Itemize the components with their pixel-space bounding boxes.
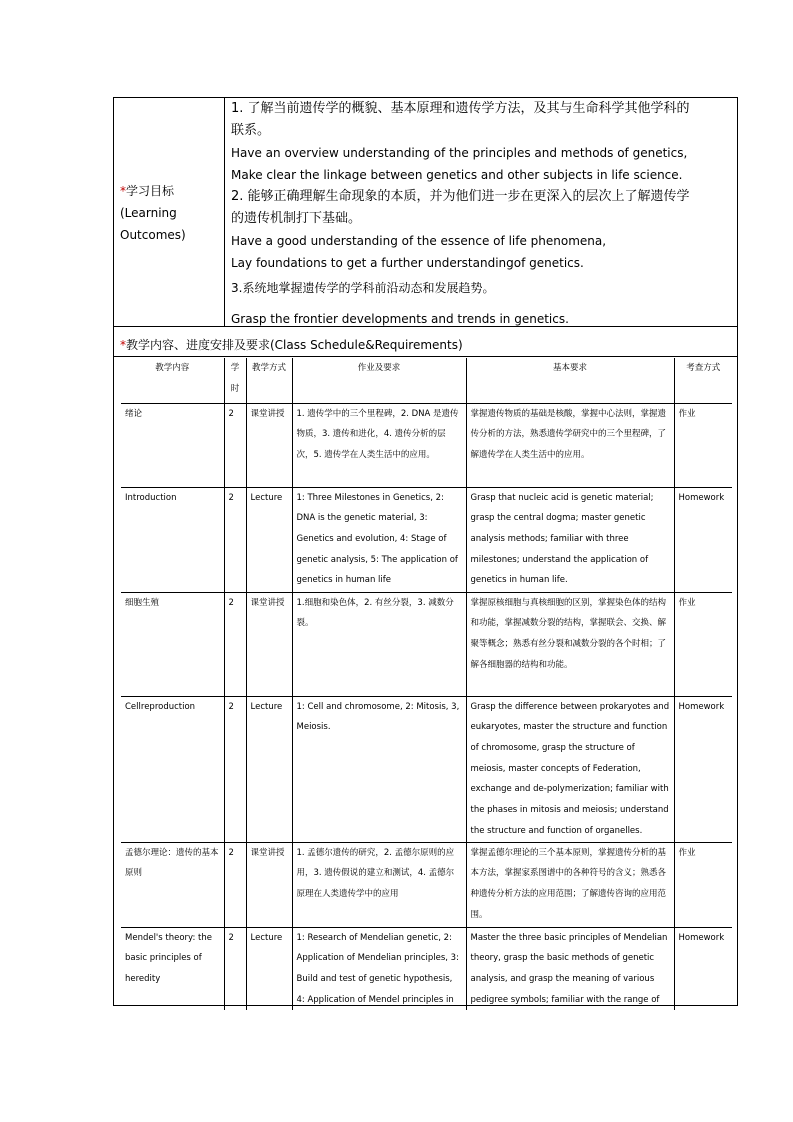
cell-assignment: 1: Cell and chromosome, 2: Mitosis, 3, Meiosis. <box>292 696 466 842</box>
outcome-line: 联系。 <box>231 123 271 138</box>
cell-requirements: 掌握原核细胞与真核细胞的区别，掌握染色体的结构和功能，掌握减数分裂的结构，掌握联会、交换、解聚等概念；熟悉有丝分裂和减数分裂的各个时相；了解各细胞器的结构和功能。 <box>466 592 674 696</box>
cell-method: 课堂讲授 <box>246 403 292 487</box>
outcome-line: 的遗传机制打下基础。 <box>231 211 362 226</box>
cell-hours: 2 <box>224 592 246 696</box>
header-method: 教学方式 <box>246 358 292 403</box>
learning-outcomes-section <box>114 98 737 327</box>
cell-content: Cellreproduction <box>121 696 224 842</box>
header-requirements: 基本要求 <box>466 358 674 403</box>
table-row <box>121 927 732 1010</box>
cell-assessment: 作业 <box>674 403 732 487</box>
cell-content: Introduction <box>121 487 224 592</box>
outcome-line: Have an overview understanding of the principles and methods of genetics, <box>231 146 688 160</box>
table-row <box>121 696 732 842</box>
outcome-line: Lay foundations to get a further understandingof genetics. <box>231 256 584 270</box>
cell-hours: 2 <box>224 403 246 487</box>
course-table <box>113 97 738 1006</box>
cell-requirements: Grasp that nucleic acid is genetic material; grasp the central dogma; master genetic analysis methods; familiar with three milestones; understand the application of genetics in human life. <box>466 487 674 592</box>
outcome-line: Have a good understanding of the essence of life phenomena, <box>231 234 607 248</box>
cell-requirements: 掌握孟德尔理论的三个基本原则，掌握遗传分析的基本方法，掌握家系图谱中的各种符号的含义；熟悉各种遗传分析方法的应用范围；了解遗传咨询的应用范围。 <box>466 842 674 927</box>
schedule-divider <box>114 356 737 357</box>
cell-method: Lecture <box>246 487 292 592</box>
table-row <box>121 842 732 927</box>
table-row <box>121 592 732 696</box>
cell-assignment: 1. 孟德尔遗传的研究，2. 孟德尔原则的应用，3. 遗传假说的建立和测试，4. 孟德尔原理在人类遗传学中的应用 <box>292 842 466 927</box>
cell-method: Lecture <box>246 927 292 1010</box>
schedule-table <box>121 358 732 1010</box>
header-content: 教学内容 <box>121 358 224 403</box>
cell-hours: 2 <box>224 842 246 927</box>
outcome-line: 2. 能够正确理解生命现象的本质，并为他们进一步在更深入的层次上了解遗传学 <box>231 189 690 204</box>
outcome-line: Make clear the linkage between genetics and other subjects in life science. <box>231 168 683 182</box>
cell-assessment: 作业 <box>674 592 732 696</box>
required-star: * <box>120 184 126 198</box>
cell-hours: 2 <box>224 696 246 842</box>
schedule-header-row <box>121 358 732 403</box>
cell-method: 课堂讲授 <box>246 842 292 927</box>
cell-method: Lecture <box>246 696 292 842</box>
cell-requirements: Grasp the difference between prokaryotes and eukaryotes, master the structure and function of chromosome, grasp the structure of meiosis, master concepts of Federation, exchange and de-polymerization; familiar with the phases in mitosis and meiosis; understand the structure and function of organelles. <box>466 696 674 842</box>
table-row <box>121 403 732 487</box>
cell-assessment: 作业 <box>674 842 732 927</box>
cell-assessment: Homework <box>674 487 732 592</box>
cell-content: 绪论 <box>121 403 224 487</box>
cell-hours: 2 <box>224 487 246 592</box>
column-divider <box>224 98 225 326</box>
cell-content: 孟德尔理论：遗传的基本原则 <box>121 842 224 927</box>
outcome-line: 1. 了解当前遗传学的概貌、基本原理和遗传学方法，及其与生命科学其他学科的 <box>231 101 690 116</box>
schedule-title: *教学内容、进度安排及要求(Class Schedule&Requirements) <box>120 338 463 352</box>
header-assessment: 考查方式 <box>674 358 732 403</box>
cell-assignment: 1: Research of Mendelian genetic, 2: Application of Mendelian principles, 3: Build and test of genetic hypothesis, 4: Application of Mendel principles in <box>292 927 466 1010</box>
cell-content: 细胞生殖 <box>121 592 224 696</box>
header-assignment: 作业及要求 <box>292 358 466 403</box>
cell-hours: 2 <box>224 927 246 1010</box>
cell-assessment: Homework <box>674 927 732 1010</box>
learning-outcomes-label: *学习目标 (Learning Outcomes) <box>120 184 186 242</box>
cell-assignment: 1. 遗传学中的三个里程碑，2. DNA 是遗传物质，3. 遗传和进化，4. 遗传分析的层次，5. 遗传学在人类生活中的应用。 <box>292 403 466 487</box>
outcome-line: Grasp the frontier developments and trends in genetics. <box>231 312 569 326</box>
cell-assignment: 1: Three Milestones in Genetics, 2: DNA is the genetic material, 3: Genetics and evolution, 4: Stage of genetic analysis, 5: The application of genetics in human life <box>292 487 466 592</box>
cell-assessment: Homework <box>674 696 732 842</box>
cell-method: 课堂讲授 <box>246 592 292 696</box>
table-row <box>121 487 732 592</box>
cell-requirements: 掌握遗传物质的基础是核酸，掌握中心法则，掌握遗传分析的方法，熟悉遗传学研究中的三个里程碑，了解遗传学在人类生活中的应用。 <box>466 403 674 487</box>
header-hours: 学时 <box>224 358 246 403</box>
cell-content: Mendel's theory: the basic principles of heredity <box>121 927 224 1010</box>
cell-requirements: Master the three basic principles of Mendelian theory, grasp the basic methods of genetic analysis, and grasp the meaning of various pedigree symbols; familiar with the range of <box>466 927 674 1010</box>
learning-outcomes-text <box>231 98 733 335</box>
cell-assignment: 1.细胞和染色体，2. 有丝分裂，3. 减数分裂。 <box>292 592 466 696</box>
outcome-line: 3.系统地掌握遗传学的学科前沿动态和发展趋势。 <box>231 281 495 295</box>
required-star: * <box>120 338 126 352</box>
